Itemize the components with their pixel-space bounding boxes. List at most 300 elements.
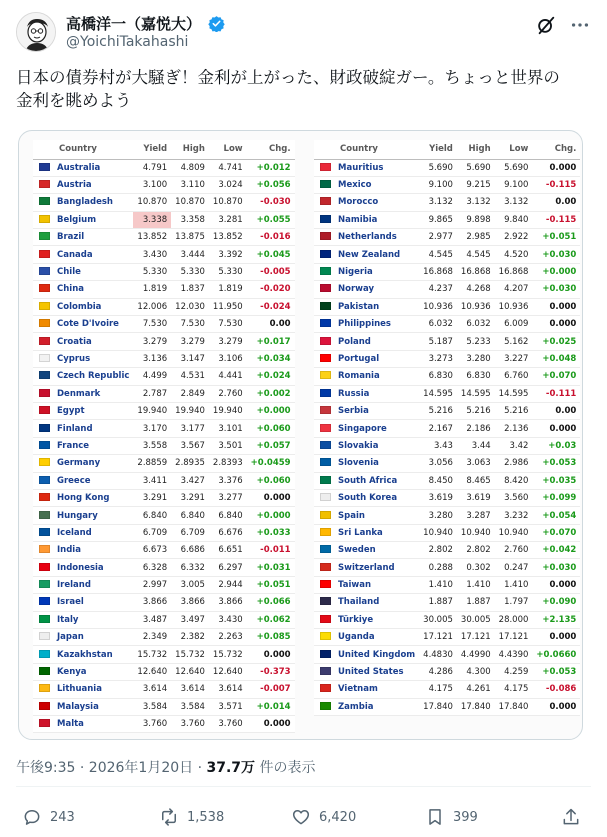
country-link[interactable] bbox=[314, 281, 419, 298]
table-row bbox=[314, 298, 580, 315]
change-cell: 0.00 bbox=[247, 316, 295, 333]
table-row bbox=[33, 489, 295, 506]
high-cell: 6.830 bbox=[457, 368, 495, 385]
country-link[interactable] bbox=[314, 646, 419, 663]
country-link[interactable] bbox=[314, 385, 419, 402]
high-cell: 3.619 bbox=[457, 489, 495, 506]
country-link[interactable] bbox=[33, 611, 133, 628]
country-name: Spain bbox=[338, 510, 365, 521]
country-link[interactable] bbox=[33, 698, 133, 715]
change-cell: +0.0660 bbox=[532, 646, 580, 663]
country-link[interactable] bbox=[314, 455, 419, 472]
table-row bbox=[314, 420, 580, 437]
col-high: High bbox=[171, 140, 209, 159]
country-link[interactable] bbox=[314, 316, 419, 333]
change-cell: 0.000 bbox=[532, 159, 580, 176]
flag-icon bbox=[320, 702, 331, 710]
low-cell: 3.132 bbox=[495, 194, 533, 211]
high-cell: 30.005 bbox=[457, 611, 495, 628]
high-cell: 14.595 bbox=[457, 385, 495, 402]
low-cell: 5.690 bbox=[495, 159, 533, 176]
high-cell: 2.985 bbox=[457, 229, 495, 246]
country-name: Thailand bbox=[338, 597, 380, 608]
country-link[interactable] bbox=[314, 524, 419, 541]
country-link[interactable] bbox=[314, 229, 419, 246]
tweet-header bbox=[16, 10, 591, 56]
col-yield: Yield bbox=[133, 140, 171, 159]
share-button[interactable] bbox=[561, 802, 589, 832]
high-cell: 6.709 bbox=[171, 524, 209, 541]
yield-cell: 3.279 bbox=[133, 333, 171, 350]
change-cell: +0.042 bbox=[532, 542, 580, 559]
table-row bbox=[33, 176, 295, 193]
country-link[interactable] bbox=[33, 455, 133, 472]
country-link[interactable] bbox=[33, 368, 133, 385]
flag-icon bbox=[320, 424, 331, 432]
change-cell: +0.0459 bbox=[247, 455, 295, 472]
country-link[interactable] bbox=[33, 420, 133, 437]
table-row bbox=[314, 229, 580, 246]
country-name: Vietnam bbox=[338, 684, 378, 695]
bookmark-count: 399 bbox=[453, 809, 478, 825]
flag-icon bbox=[320, 267, 331, 275]
country-link[interactable] bbox=[33, 559, 133, 576]
high-cell: 4.809 bbox=[171, 159, 209, 176]
high-cell: 6.032 bbox=[457, 316, 495, 333]
high-cell: 13.875 bbox=[171, 229, 209, 246]
high-cell: 3.280 bbox=[457, 350, 495, 367]
low-cell: 4.520 bbox=[495, 246, 533, 263]
flag-icon bbox=[39, 371, 50, 379]
country-name: United Kingdom bbox=[338, 649, 416, 660]
flag-icon bbox=[39, 493, 50, 501]
table-row bbox=[33, 524, 295, 541]
table-row bbox=[33, 646, 295, 663]
low-cell: 4.4390 bbox=[495, 646, 533, 663]
low-cell: 5.330 bbox=[209, 263, 247, 280]
country-name: Slovakia bbox=[338, 440, 379, 451]
country-link[interactable] bbox=[314, 368, 419, 385]
country-link[interactable] bbox=[314, 333, 419, 350]
table-row bbox=[314, 385, 580, 402]
col-country: Country bbox=[33, 140, 133, 159]
high-cell: 3.444 bbox=[171, 246, 209, 263]
yield-cell: 9.100 bbox=[419, 176, 457, 193]
change-cell: +0.085 bbox=[247, 629, 295, 646]
country-link[interactable] bbox=[33, 402, 133, 419]
country-link[interactable] bbox=[33, 437, 133, 454]
high-cell: 4.545 bbox=[457, 246, 495, 263]
table-row bbox=[314, 159, 580, 176]
country-link[interactable] bbox=[33, 246, 133, 263]
table-row bbox=[33, 507, 295, 524]
low-cell: 9.840 bbox=[495, 211, 533, 228]
country-link[interactable] bbox=[314, 611, 419, 628]
yield-cell: 5.216 bbox=[419, 402, 457, 419]
table-row bbox=[33, 229, 295, 246]
heart-icon bbox=[291, 807, 311, 827]
high-cell: 3.614 bbox=[171, 681, 209, 698]
yield-cell: 3.760 bbox=[133, 716, 171, 733]
change-cell: +0.056 bbox=[247, 176, 295, 193]
flag-icon bbox=[39, 441, 50, 449]
like-count: 6,420 bbox=[319, 809, 357, 825]
country-link[interactable] bbox=[33, 576, 133, 593]
like-button[interactable] bbox=[291, 802, 356, 832]
yield-cell: 2.8859 bbox=[133, 455, 171, 472]
country-link[interactable] bbox=[314, 437, 419, 454]
flag-icon bbox=[320, 284, 331, 292]
country-link[interactable] bbox=[314, 681, 419, 698]
country-name: Philippines bbox=[338, 319, 391, 330]
low-cell: 2.922 bbox=[495, 229, 533, 246]
low-cell: 3.614 bbox=[209, 681, 247, 698]
country-name: Germany bbox=[57, 458, 101, 469]
low-cell: 4.741 bbox=[209, 159, 247, 176]
low-cell: 0.247 bbox=[495, 559, 533, 576]
display-name[interactable]: 高橋洋一（嘉悦大） bbox=[66, 15, 202, 33]
reply-icon bbox=[22, 807, 42, 827]
country-link[interactable] bbox=[33, 298, 133, 315]
country-name: Cote D'Ivoire bbox=[57, 319, 119, 330]
table-row bbox=[314, 611, 580, 628]
high-cell: 3.291 bbox=[171, 489, 209, 506]
country-name: Kazakhstan bbox=[57, 649, 113, 660]
avatar[interactable] bbox=[16, 12, 56, 52]
high-cell: 4.300 bbox=[457, 663, 495, 680]
low-cell: 3.277 bbox=[209, 489, 247, 506]
table-row bbox=[33, 629, 295, 646]
high-cell: 3.760 bbox=[171, 716, 209, 733]
flag-icon bbox=[39, 215, 50, 223]
flag-icon bbox=[39, 719, 50, 727]
country-link[interactable] bbox=[33, 472, 133, 489]
yield-cell: 10.870 bbox=[133, 194, 171, 211]
high-cell: 10.940 bbox=[457, 524, 495, 541]
yield-cell: 3.558 bbox=[133, 437, 171, 454]
country-link[interactable] bbox=[314, 159, 419, 176]
country-name: Mauritius bbox=[338, 162, 384, 173]
country-link[interactable] bbox=[314, 298, 419, 315]
col-yield: Yield bbox=[419, 140, 457, 159]
table-row bbox=[314, 576, 580, 593]
low-cell: 3.430 bbox=[209, 611, 247, 628]
yield-cell: 5.690 bbox=[419, 159, 457, 176]
yield-cell: 5.187 bbox=[419, 333, 457, 350]
country-link[interactable] bbox=[33, 542, 133, 559]
table-row bbox=[33, 368, 295, 385]
yield-cell: 6.830 bbox=[419, 368, 457, 385]
country-name: Italy bbox=[57, 614, 79, 625]
low-cell: 4.441 bbox=[209, 368, 247, 385]
change-cell: +0.053 bbox=[532, 455, 580, 472]
country-link[interactable] bbox=[314, 594, 419, 611]
country-link[interactable] bbox=[33, 663, 133, 680]
low-cell: 1.819 bbox=[209, 281, 247, 298]
high-cell: 5.690 bbox=[457, 159, 495, 176]
country-link[interactable] bbox=[314, 402, 419, 419]
flag-icon bbox=[320, 302, 331, 310]
country-link[interactable] bbox=[314, 211, 419, 228]
low-cell: 3.571 bbox=[209, 698, 247, 715]
table-row bbox=[314, 437, 580, 454]
table-row bbox=[314, 316, 580, 333]
yield-cell: 19.940 bbox=[133, 402, 171, 419]
flag-icon bbox=[39, 389, 50, 397]
low-cell: 14.595 bbox=[495, 385, 533, 402]
flag-icon bbox=[320, 476, 331, 484]
high-cell: 16.868 bbox=[457, 263, 495, 280]
table-row bbox=[314, 176, 580, 193]
country-link[interactable] bbox=[33, 524, 133, 541]
country-link[interactable] bbox=[33, 316, 133, 333]
high-cell: 2.8935 bbox=[171, 455, 209, 472]
table-row bbox=[33, 263, 295, 280]
table-row bbox=[33, 333, 295, 350]
country-link[interactable] bbox=[33, 176, 133, 193]
country-link[interactable] bbox=[33, 646, 133, 663]
high-cell: 6.840 bbox=[171, 507, 209, 524]
change-cell: -0.115 bbox=[532, 176, 580, 193]
yield-cell: 3.487 bbox=[133, 611, 171, 628]
low-cell: 10.936 bbox=[495, 298, 533, 315]
country-name: Japan bbox=[57, 632, 84, 643]
more-options-icon[interactable] bbox=[569, 14, 591, 36]
high-cell: 3.358 bbox=[171, 211, 209, 228]
country-name: Canada bbox=[57, 249, 93, 260]
change-cell: +0.033 bbox=[247, 524, 295, 541]
country-link[interactable] bbox=[33, 211, 133, 228]
flag-icon bbox=[39, 597, 50, 605]
table-row bbox=[33, 402, 295, 419]
high-cell: 0.302 bbox=[457, 559, 495, 576]
view-count: 37.7万 bbox=[206, 760, 256, 776]
yield-cell: 3.411 bbox=[133, 472, 171, 489]
low-cell: 1.410 bbox=[495, 576, 533, 593]
reply-button[interactable] bbox=[22, 802, 75, 832]
country-name: South Korea bbox=[338, 493, 398, 504]
table-row bbox=[33, 437, 295, 454]
high-cell: 17.121 bbox=[457, 629, 495, 646]
change-cell: 0.000 bbox=[532, 298, 580, 315]
low-cell: 9.100 bbox=[495, 176, 533, 193]
country-link[interactable] bbox=[33, 281, 133, 298]
low-cell: 4.175 bbox=[495, 681, 533, 698]
table-row bbox=[33, 594, 295, 611]
flag-icon bbox=[320, 650, 331, 658]
high-cell: 6.686 bbox=[171, 542, 209, 559]
view-label: 件の表示 bbox=[255, 760, 316, 776]
country-name: Czech Republic bbox=[57, 371, 130, 382]
yield-cell: 17.121 bbox=[419, 629, 457, 646]
country-link[interactable] bbox=[314, 194, 419, 211]
country-name: Colombia bbox=[57, 301, 102, 312]
table-row bbox=[314, 333, 580, 350]
country-name: Lithuania bbox=[57, 684, 102, 695]
repost-button[interactable] bbox=[159, 802, 224, 832]
change-cell: +0.070 bbox=[532, 368, 580, 385]
flag-icon bbox=[39, 667, 50, 675]
avatar-portrait-icon bbox=[17, 13, 56, 52]
change-cell: +0.045 bbox=[247, 246, 295, 263]
table-row bbox=[33, 298, 295, 315]
country-link[interactable] bbox=[314, 507, 419, 524]
low-cell: 3.760 bbox=[209, 716, 247, 733]
flag-icon bbox=[320, 667, 331, 675]
country-link[interactable] bbox=[33, 385, 133, 402]
country-link[interactable] bbox=[33, 333, 133, 350]
table-row bbox=[314, 507, 580, 524]
flag-icon bbox=[320, 406, 331, 414]
yield-cell: 15.732 bbox=[133, 646, 171, 663]
attached-image-bond-yields[interactable] bbox=[18, 130, 583, 740]
yield-cell: 3.584 bbox=[133, 698, 171, 715]
country-name: Egypt bbox=[57, 406, 85, 417]
country-link[interactable] bbox=[314, 489, 419, 506]
yield-cell: 4.237 bbox=[419, 281, 457, 298]
country-link[interactable] bbox=[314, 698, 419, 715]
high-cell: 3.147 bbox=[171, 350, 209, 367]
change-cell: 0.000 bbox=[247, 489, 295, 506]
flag-icon bbox=[320, 493, 331, 501]
flag-icon bbox=[320, 180, 331, 188]
user-handle[interactable]: @YoichiTakahashi bbox=[66, 34, 189, 50]
yield-cell: 4.175 bbox=[419, 681, 457, 698]
low-cell: 8.420 bbox=[495, 472, 533, 489]
col-high: High bbox=[457, 140, 495, 159]
country-link[interactable] bbox=[33, 507, 133, 524]
country-link[interactable] bbox=[314, 542, 419, 559]
change-cell: +0.034 bbox=[247, 350, 295, 367]
table-row bbox=[33, 159, 295, 176]
country-link[interactable] bbox=[33, 629, 133, 646]
change-cell: +0.066 bbox=[247, 594, 295, 611]
low-cell: 3.866 bbox=[209, 594, 247, 611]
change-cell: 0.000 bbox=[247, 646, 295, 663]
yield-cell: 4.499 bbox=[133, 368, 171, 385]
yield-cell: 3.430 bbox=[133, 246, 171, 263]
country-name: Slovenia bbox=[338, 458, 379, 469]
table-row bbox=[314, 246, 580, 263]
country-link[interactable] bbox=[314, 420, 419, 437]
low-cell: 3.42 bbox=[495, 437, 533, 454]
country-link[interactable] bbox=[314, 663, 419, 680]
change-cell: +0.000 bbox=[247, 507, 295, 524]
low-cell: 6.297 bbox=[209, 559, 247, 576]
yield-cell: 3.338 bbox=[133, 211, 171, 228]
high-cell: 3.287 bbox=[457, 507, 495, 524]
high-cell: 3.567 bbox=[171, 437, 209, 454]
grok-icon[interactable] bbox=[535, 14, 557, 36]
flag-icon bbox=[39, 580, 50, 588]
country-link[interactable] bbox=[33, 263, 133, 280]
yield-cell: 6.840 bbox=[133, 507, 171, 524]
country-link[interactable] bbox=[314, 263, 419, 280]
country-link[interactable] bbox=[314, 176, 419, 193]
yield-cell: 0.288 bbox=[419, 559, 457, 576]
country-name: China bbox=[57, 284, 84, 295]
country-link[interactable] bbox=[33, 716, 133, 733]
change-cell: +0.051 bbox=[532, 229, 580, 246]
table-row bbox=[314, 489, 580, 506]
table-row bbox=[33, 698, 295, 715]
country-link[interactable] bbox=[314, 559, 419, 576]
post-timestamp[interactable]: 午後9:35 · 2026年1月20日 · bbox=[16, 760, 207, 776]
flag-icon bbox=[39, 615, 50, 623]
flag-icon bbox=[39, 424, 50, 432]
flag-icon bbox=[320, 632, 331, 640]
table-row bbox=[33, 455, 295, 472]
yield-cell: 4.286 bbox=[419, 663, 457, 680]
table-row bbox=[33, 385, 295, 402]
country-link[interactable] bbox=[33, 229, 133, 246]
country-link[interactable] bbox=[314, 246, 419, 263]
change-cell: 0.000 bbox=[532, 629, 580, 646]
low-cell: 6.760 bbox=[495, 368, 533, 385]
high-cell: 9.215 bbox=[457, 176, 495, 193]
divider bbox=[16, 786, 591, 787]
table-row bbox=[33, 246, 295, 263]
yield-cell: 5.330 bbox=[133, 263, 171, 280]
country-link[interactable] bbox=[33, 194, 133, 211]
flag-icon bbox=[39, 563, 50, 571]
change-cell: +0.055 bbox=[247, 211, 295, 228]
change-cell: 0.00 bbox=[532, 194, 580, 211]
country-link[interactable] bbox=[314, 629, 419, 646]
country-name: Sri Lanka bbox=[338, 527, 383, 538]
country-name: Poland bbox=[338, 336, 371, 347]
country-link[interactable] bbox=[314, 350, 419, 367]
reply-count: 243 bbox=[50, 809, 75, 825]
flag-icon bbox=[320, 215, 331, 223]
low-cell: 2.760 bbox=[495, 542, 533, 559]
country-name: Croatia bbox=[57, 336, 92, 347]
country-link[interactable] bbox=[314, 576, 419, 593]
country-link[interactable] bbox=[33, 681, 133, 698]
country-link[interactable] bbox=[33, 159, 133, 176]
high-cell: 3.063 bbox=[457, 455, 495, 472]
bookmark-button[interactable] bbox=[425, 802, 478, 832]
country-link[interactable] bbox=[33, 594, 133, 611]
country-name: Austria bbox=[57, 180, 92, 191]
change-cell: +0.000 bbox=[247, 402, 295, 419]
flag-icon bbox=[39, 163, 50, 171]
flag-icon bbox=[39, 180, 50, 188]
yield-cell: 12.640 bbox=[133, 663, 171, 680]
flag-icon bbox=[320, 458, 331, 466]
low-cell: 11.950 bbox=[209, 298, 247, 315]
flag-icon bbox=[320, 563, 331, 571]
low-cell: 3.501 bbox=[209, 437, 247, 454]
yield-cell: 17.840 bbox=[419, 698, 457, 715]
country-link[interactable] bbox=[314, 472, 419, 489]
yield-cell: 3.280 bbox=[419, 507, 457, 524]
high-cell: 8.465 bbox=[457, 472, 495, 489]
change-cell: -0.115 bbox=[532, 211, 580, 228]
low-cell: 28.000 bbox=[495, 611, 533, 628]
yield-cell: 2.977 bbox=[419, 229, 457, 246]
change-cell: +0.024 bbox=[247, 368, 295, 385]
country-link[interactable] bbox=[33, 489, 133, 506]
flag-icon bbox=[39, 267, 50, 275]
low-cell: 4.259 bbox=[495, 663, 533, 680]
country-link[interactable] bbox=[33, 350, 133, 367]
flag-icon bbox=[39, 302, 50, 310]
yield-cell: 2.167 bbox=[419, 420, 457, 437]
flag-icon bbox=[39, 511, 50, 519]
country-name: Portugal bbox=[338, 353, 380, 364]
high-cell: 7.530 bbox=[171, 316, 209, 333]
